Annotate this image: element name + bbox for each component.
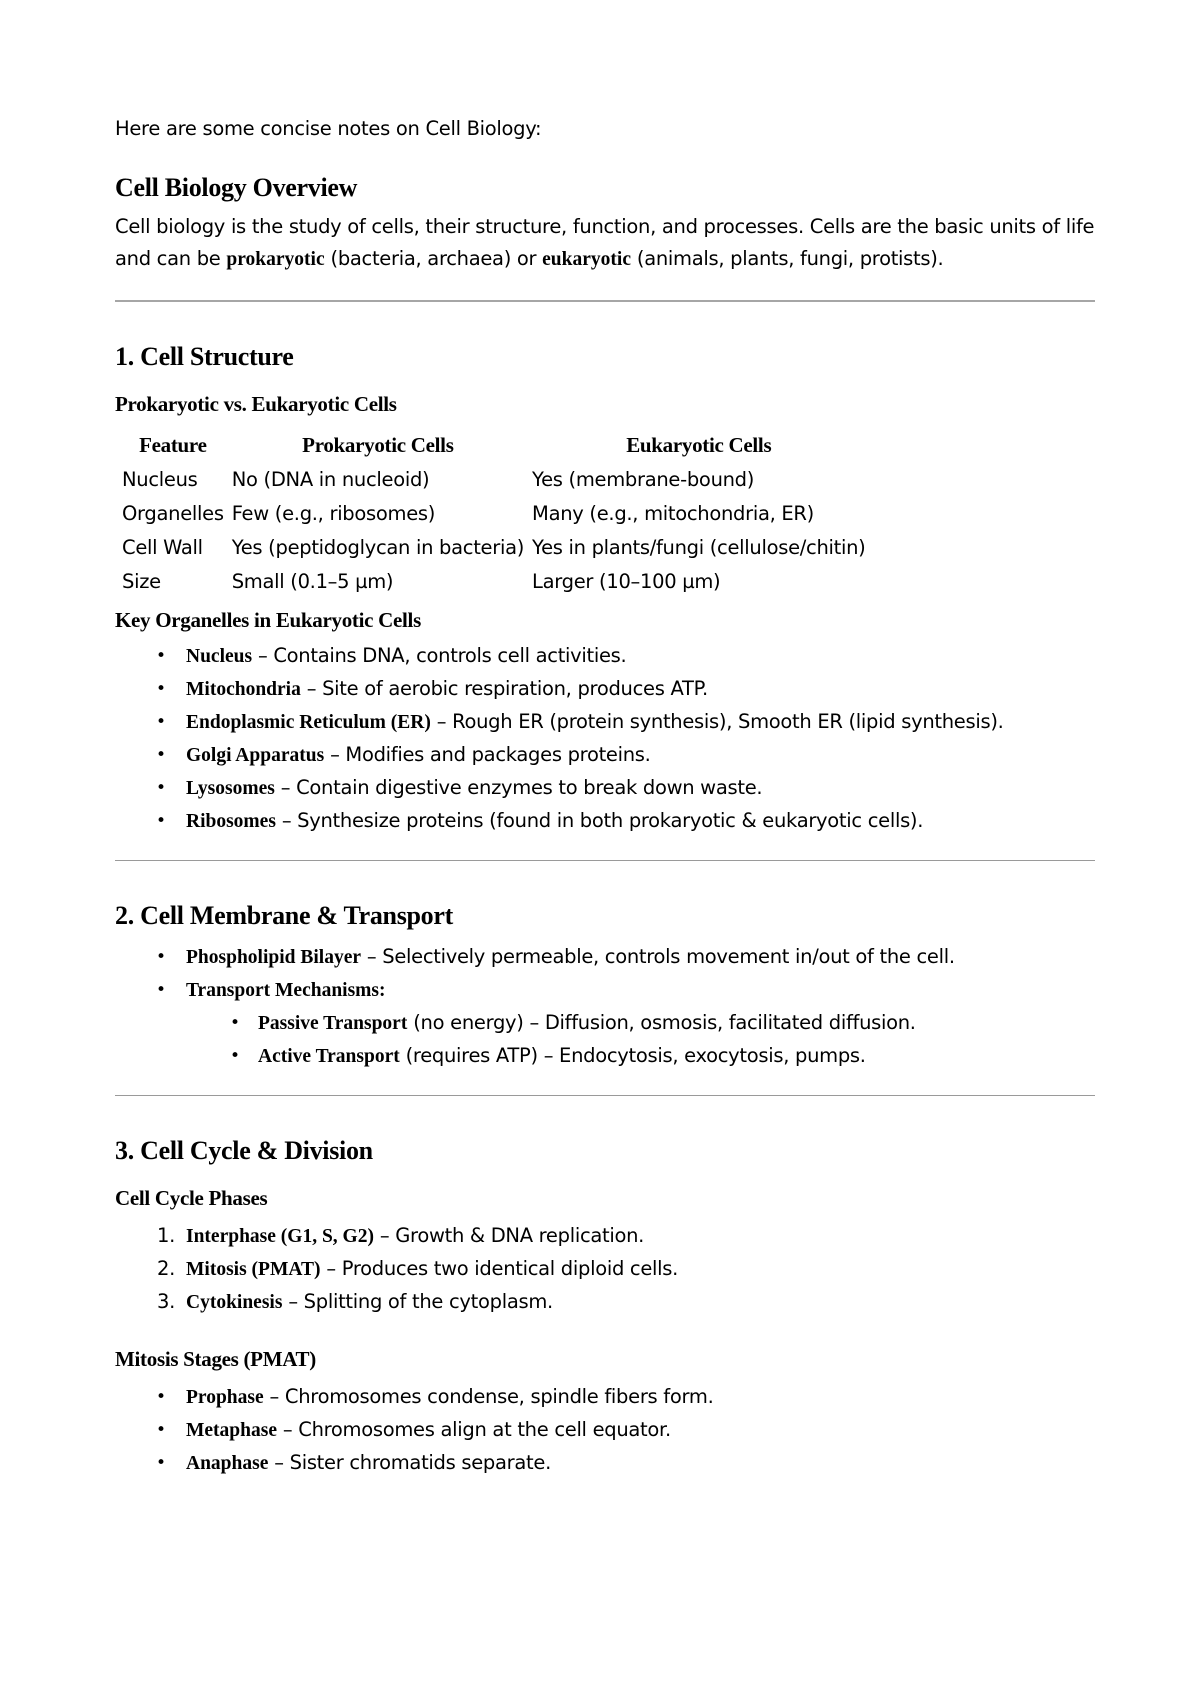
phase-term: Mitosis (PMAT) — [186, 1259, 321, 1280]
phase-term: Interphase (G1, S, G2) — [186, 1226, 374, 1247]
mechanisms-list — [186, 1007, 1095, 1073]
table-cell: No (DNA in nucleoid) — [231, 467, 430, 491]
list-item — [115, 706, 1095, 739]
organelles-heading: Key Organelles in Eukaryotic Cells — [115, 608, 421, 632]
stage-desc: – Chromosomes align at the cell equator. — [277, 1418, 671, 1441]
stage-term: Prophase — [186, 1387, 264, 1408]
stages-heading: Mitosis Stages (PMAT) — [115, 1347, 316, 1371]
mechanism-desc: (requires ATP) – Endocytosis, exocytosis, pumps. — [399, 1044, 866, 1067]
membrane-term: Phospholipid Bilayer — [186, 947, 362, 968]
overview-text: (bacteria, archaea) or — [324, 247, 543, 270]
overview-paragraph — [115, 211, 1095, 276]
mechanism-term: Passive Transport — [258, 1013, 408, 1034]
list-item — [115, 1414, 1095, 1447]
section-heading-cycle: 3. Cell Cycle & Division — [115, 1136, 373, 1165]
phase-desc: – Splitting of the cytoplasm. — [282, 1290, 553, 1313]
table-cell: Nucleus — [122, 467, 198, 491]
table-cell: Yes (membrane-bound) — [532, 467, 755, 491]
organelle-term: Golgi Apparatus — [186, 745, 325, 766]
comparison-table — [118, 428, 869, 598]
overview-heading: Cell Biology Overview — [115, 173, 358, 202]
table-cell: Yes in plants/fungi (cellulose/chitin) — [532, 535, 866, 559]
phases-heading: Cell Cycle Phases — [115, 1186, 268, 1210]
organelle-term: Mitochondria — [186, 679, 301, 700]
list-item — [115, 772, 1095, 805]
organelle-term: Endoplasmic Reticulum (ER) — [186, 712, 431, 733]
column-header: Feature — [139, 432, 207, 457]
organelle-desc: – Modifies and packages proteins. — [324, 743, 651, 766]
overview-text: Cell biology is the study of cells, their structure, function, and processes. Cells are the basic units of life and can be — [115, 215, 1095, 270]
table-row — [118, 496, 869, 530]
column-header: Prokaryotic Cells — [302, 432, 454, 457]
organelle-desc: – Contain digestive enzymes to break down waste. — [274, 776, 763, 799]
list-item — [115, 805, 1095, 838]
table-row — [118, 462, 869, 496]
phase-desc: – Growth & DNA replication. — [373, 1224, 645, 1247]
table-cell: Size — [122, 569, 161, 593]
table-cell: Many (e.g., mitochondria, ER) — [532, 501, 814, 525]
list-item — [115, 1381, 1095, 1414]
list-item — [115, 1286, 1095, 1319]
mechanisms-heading: Transport Mechanisms: — [186, 980, 386, 1001]
list-number: 2. — [157, 1257, 176, 1280]
list-item — [115, 1040, 1095, 1073]
membrane-list — [115, 941, 1095, 1073]
list-item — [115, 1253, 1095, 1286]
stage-term: Anaphase — [186, 1453, 269, 1474]
term-eukaryotic: eukaryotic — [542, 249, 631, 270]
stage-desc: – Sister chromatids separate. — [268, 1451, 551, 1474]
phase-term: Cytokinesis — [186, 1292, 283, 1313]
mechanism-term: Active Transport — [258, 1046, 400, 1067]
table-row — [118, 564, 869, 598]
column-header: Eukaryotic Cells — [626, 432, 772, 457]
list-item — [115, 1007, 1095, 1040]
phases-list — [115, 1220, 1095, 1319]
overview-text: (animals, plants, fungi, protists). — [630, 247, 944, 270]
stages-list — [115, 1381, 1095, 1480]
list-item — [115, 974, 1095, 1073]
list-item — [115, 640, 1095, 673]
section-heading-structure: 1. Cell Structure — [115, 342, 294, 371]
list-number: 3. — [157, 1290, 176, 1313]
list-number: 1. — [157, 1224, 176, 1247]
table-cell: Few (e.g., ribosomes) — [231, 501, 436, 525]
organelle-desc: – Contains DNA, controls cell activities. — [252, 644, 627, 667]
mechanism-desc: (no energy) – Diffusion, osmosis, facilitated diffusion. — [407, 1011, 916, 1034]
phase-desc: – Produces two identical diploid cells. — [320, 1257, 679, 1280]
list-item — [115, 1220, 1095, 1253]
list-item — [115, 673, 1095, 706]
organelle-desc: – Site of aerobic respiration, produces ATP. — [300, 677, 708, 700]
table-cell: Organelles — [122, 501, 224, 525]
stage-term: Metaphase — [186, 1420, 277, 1441]
list-item — [115, 739, 1095, 772]
organelle-term: Lysosomes — [186, 778, 275, 799]
term-prokaryotic: prokaryotic — [226, 249, 325, 270]
table-cell: Larger (10–100 µm) — [532, 569, 721, 593]
table-row — [118, 530, 869, 564]
table-header-row — [118, 428, 869, 462]
organelle-term: Nucleus — [186, 646, 253, 667]
section-heading-membrane: 2. Cell Membrane & Transport — [115, 901, 453, 930]
organelles-list — [115, 640, 1095, 838]
organelle-desc: – Rough ER (protein synthesis), Smooth ER (lipid synthesis). — [430, 710, 1004, 733]
table-cell: Yes (peptidoglycan in bacteria) — [231, 535, 525, 559]
table-heading: Prokaryotic vs. Eukaryotic Cells — [115, 392, 397, 416]
table-cell: Small (0.1–5 µm) — [231, 569, 394, 593]
stage-desc: – Chromosomes condense, spindle fibers form. — [263, 1385, 714, 1408]
organelle-desc: – Synthesize proteins (found in both prokaryotic & eukaryotic cells). — [275, 809, 924, 832]
intro-text: Here are some concise notes on Cell Biology: — [115, 117, 542, 140]
table-cell: Cell Wall — [122, 535, 203, 559]
organelle-term: Ribosomes — [186, 811, 276, 832]
list-item — [115, 1447, 1095, 1480]
list-item — [115, 941, 1095, 974]
membrane-desc: – Selectively permeable, controls movement in/out of the cell. — [361, 945, 955, 968]
document-page — [115, 113, 1095, 1480]
